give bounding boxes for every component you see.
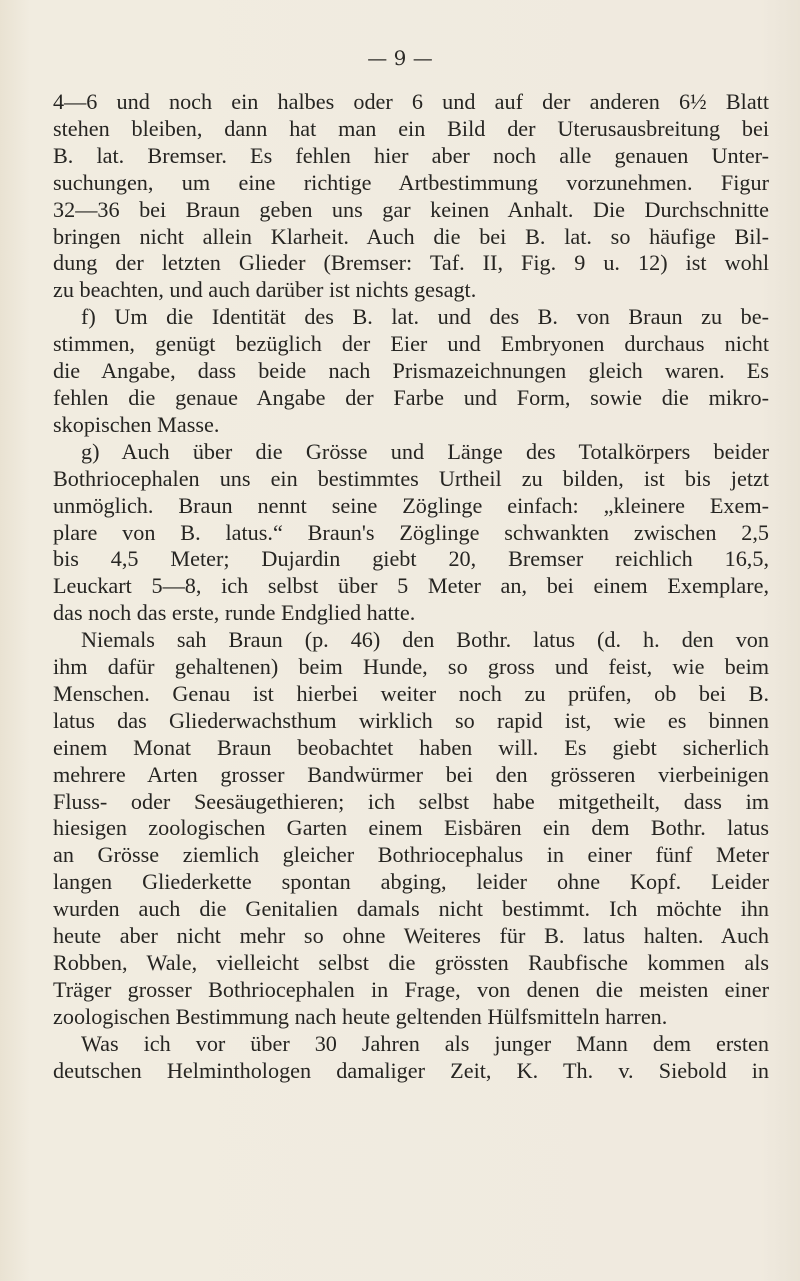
text-line: das noch das erste, runde Endglied hatte. xyxy=(53,600,416,626)
page-number: — 9 — xyxy=(367,46,433,70)
text-line: f) Um die Identität des B. lat. und des B. von Braun zu be- xyxy=(81,304,769,330)
text-line: zoologischen Bestimmung nach heute geltenden Hülfsmitteln harren. xyxy=(53,1003,668,1029)
text-line: Niemals sah Braun (p. 46) den Bothr. latus (d. h. den von xyxy=(81,627,769,653)
text-line: g) Auch über die Grösse und Länge des Totalkörpers beider xyxy=(81,438,769,464)
text-line: ihm dafür gehaltenen) beim Hunde, so gross und feist, wie beim xyxy=(53,654,769,680)
text-line: heute aber nicht mehr so ohne Weiteres für B. latus halten. Auch xyxy=(53,923,769,949)
text-line: suchungen, um eine richtige Artbestimmung vorzunehmen. Figur xyxy=(53,169,769,195)
text-line: 4—6 und noch ein halbes oder 6 und auf der anderen 6½ Blatt xyxy=(53,89,769,114)
text-line: Robben, Wale, vielleicht selbst die grössten Raubfische kommen als xyxy=(53,950,769,975)
text-line: Bothriocephalen uns ein bestimmtes Urtheil zu bilden, ist bis jetzt xyxy=(53,465,769,491)
text-line: latus das Gliederwachsthum wirklich so rapid ist, wie es binnen xyxy=(53,707,769,733)
text-line: Fluss- oder Seesäugethieren; ich selbst habe mitgetheilt, dass im xyxy=(53,788,769,814)
paragraph-siebold xyxy=(53,1031,769,1085)
paragraph-niemals xyxy=(53,627,769,1031)
text-line: Was ich vor über 30 Jahren als junger Mann dem ersten xyxy=(81,1030,769,1056)
text-line: skopischen Masse. xyxy=(53,411,220,437)
text-line: fehlen die genaue Angabe der Farbe und Form, sowie die mikro- xyxy=(53,384,769,410)
text-line: an Grösse ziemlich gleicher Bothriocephalus in einer fünf Meter xyxy=(53,842,769,868)
text-line: bis 4,5 Meter; Dujardin giebt 20, Bremser reichlich 16,5, xyxy=(53,546,769,572)
text-line: stehen bleiben, dann hat man ein Bild der Uterusausbreitung bei xyxy=(53,115,769,141)
text-line: zu beachten, und auch darüber ist nichts gesagt. xyxy=(53,277,477,303)
text-line: wurden auch die Genitalien damals nicht bestimmt. Ich möchte ihn xyxy=(53,896,769,922)
paragraph-g-size xyxy=(53,439,769,627)
text-line: hiesigen zoologischen Garten einem Eisbären ein dem Bothr. latus xyxy=(53,815,769,841)
text-line: langen Gliederkette spontan abging, leider ohne Kopf. Leider xyxy=(53,869,769,895)
text-line: deutschen Helminthologen damaliger Zeit, K. Th. v. Siebold in xyxy=(53,1057,769,1083)
text-line: bringen nicht allein Klarheit. Auch die bei B. lat. so häufige Bil- xyxy=(53,223,769,249)
text-line: mehrere Arten grosser Bandwürmer bei den grösseren vierbeinigen xyxy=(53,761,769,787)
text-line: Träger grosser Bothriocephalen in Frage, von denen die meisten einer xyxy=(53,976,769,1002)
text-line: B. lat. Bremser. Es fehlen hier aber noch alle genauen Unter- xyxy=(53,142,769,168)
text-line: plare von B. latus.“ Braun's Zöglinge schwankten zwischen 2,5 xyxy=(53,519,769,545)
text-line: stimmen, genügt bezüglich der Eier und Embryonen durchaus nicht xyxy=(53,331,769,357)
text-line: dung der letzten Glieder (Bremser: Taf. II, Fig. 9 u. 12) ist wohl xyxy=(53,250,769,276)
text-line: unmöglich. Braun nennt seine Zöglinge einfach: „kleinere Exem- xyxy=(53,492,769,518)
text-line: Menschen. Genau ist hierbei weiter noch zu prüfen, ob bei B. xyxy=(53,680,769,706)
text-line: einem Monat Braun beobachtet haben will. Es giebt sicherlich xyxy=(53,734,769,760)
text-line: Leuckart 5—8, ich selbst über 5 Meter an, bei einem Exemplare, xyxy=(53,573,769,599)
body-text xyxy=(53,89,769,1085)
paragraph-uterus xyxy=(53,89,769,304)
text-line: 32—36 bei Braun geben uns gar keinen Anhalt. Die Durchschnitte xyxy=(53,196,769,222)
paragraph-f-identity xyxy=(53,304,769,439)
text-line: die Angabe, dass beide nach Prismazeichnungen gleich waren. Es xyxy=(53,358,769,384)
